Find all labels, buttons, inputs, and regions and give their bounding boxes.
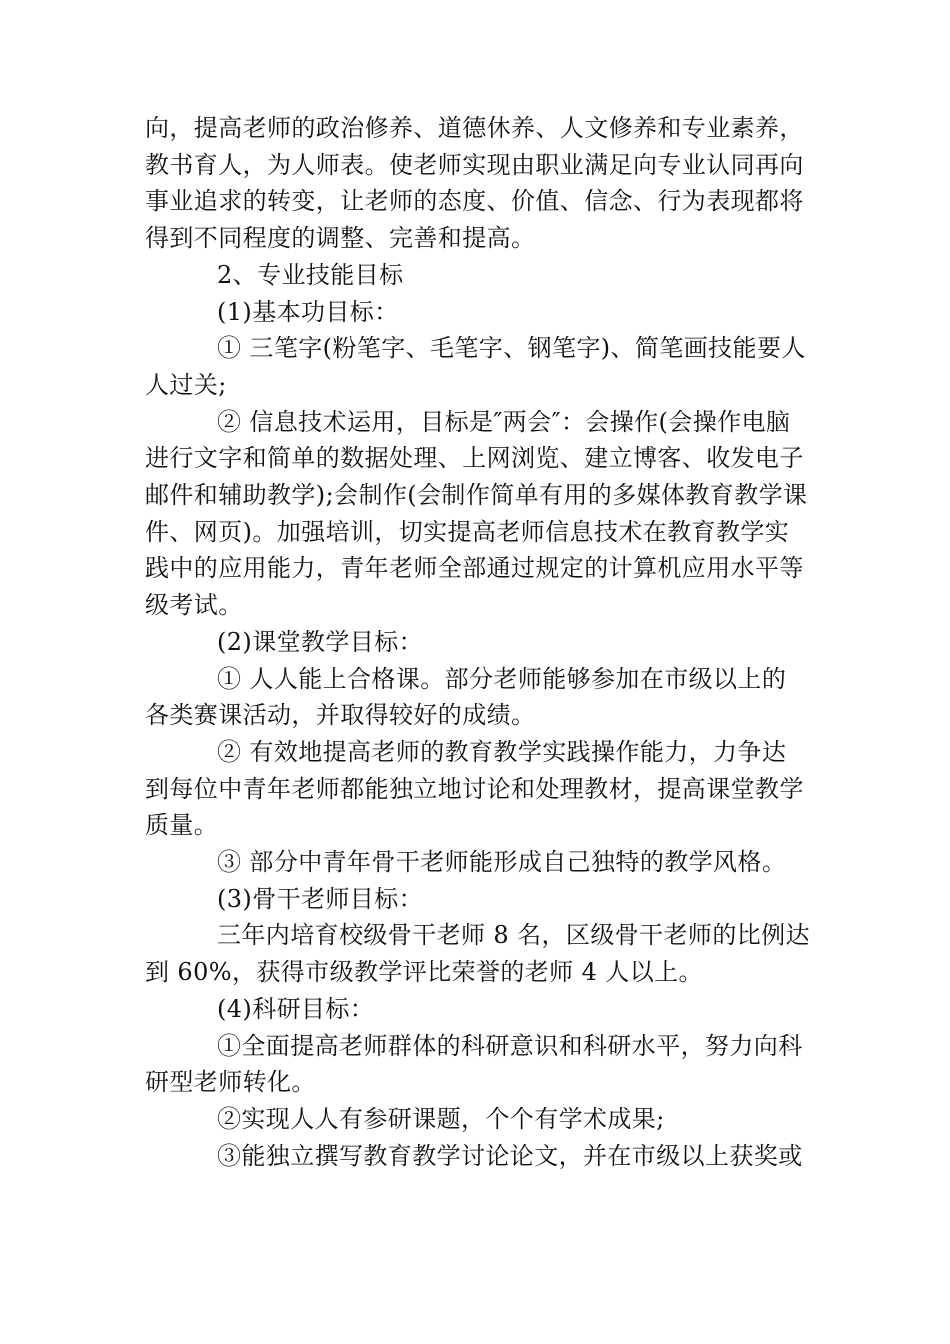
list-item-qualified-lessons: ① 人人能上合格课。部分老师能够参加在市级以上的各类赛课活动，并取得较好的成绩。 (145, 664, 787, 730)
list-item-research-topics: ②实现人人有参研课题，个个有学术成果; (217, 1104, 665, 1133)
list-item-it-skills: ② 信息技术运用，目标是″两会″：会操作(会操作电脑进行文字和简单的数据处理、上网浏览、建立博客、收发电子邮件和辅助教学);会制作(会制作简单有用的多媒体教育教学课件、网页)。加强培训，切实提高老师信息技术在教育教学实践中的应用能力，青年老师全部通过规定的计算机应用水平等级考试。 (145, 407, 808, 620)
list-item-teaching-style: ③ 部分中青年骨干老师能形成自己独特的教学风格。 (217, 848, 787, 877)
subheading-research: (4)科研目标： (217, 994, 375, 1023)
paragraph-continuation: 向，提高老师的政治修养、道德休养、人文修养和专业素养，教书育人，为人师表。使老师实现由职业满足向专业认同再向事业追求的转变，让老师的态度、价值、信念、行为表现都将得到不同程度的调整、完善和提高。 (145, 114, 804, 253)
list-item-research-awareness: ①全面提高老师群体的科研意识和科研水平，努力向科研型老师转化。 (145, 1031, 803, 1097)
document-body (145, 110, 810, 1174)
paragraph-key-teacher-goals: 三年内培育校级骨干老师 8 名，区级骨干老师的比例达到 60%，获得市级教学评比荣誉的老师 4 人以上。 (145, 921, 810, 987)
heading-professional-skills: 2、专业技能目标 (217, 260, 404, 289)
subheading-classroom-teaching: (2)课堂教学目标： (217, 627, 423, 656)
list-item-practice-ability: ② 有效地提高老师的教育教学实践操作能力，力争达到每位中青年老师都能独立地讨论和处理教材，提高课堂教学质量。 (145, 737, 804, 840)
list-item-research-papers: ③能独立撰写教育教学讨论论文，并在市级以上获奖或 (217, 1141, 803, 1170)
list-item-calligraphy: ① 三笔字(粉笔字、毛笔字、钢笔字)、简笔画技能要人人过关; (145, 334, 806, 399)
subheading-basic-skills: (1)基本功目标： (217, 297, 399, 326)
subheading-key-teachers: (3)骨干老师目标： (217, 884, 423, 913)
